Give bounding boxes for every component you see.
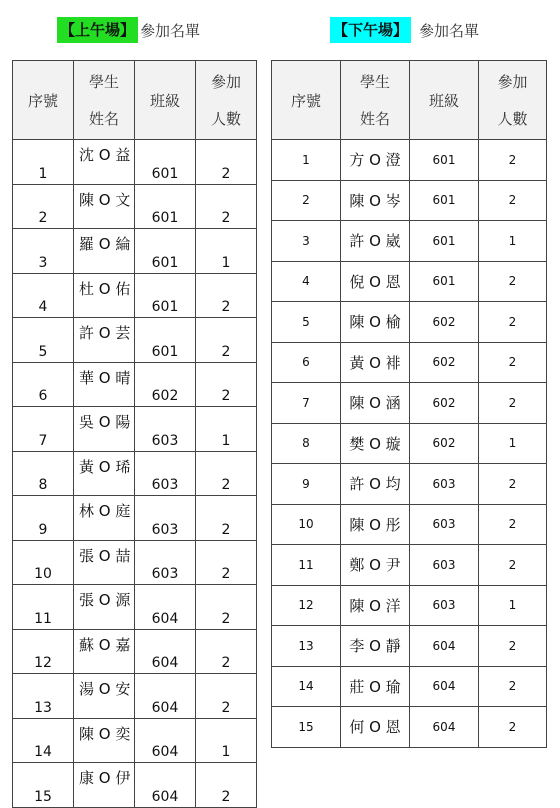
header-count-top: 參加 — [497, 73, 528, 91]
morning-title-label: 參加名單 — [140, 21, 201, 40]
row-seq: 9 — [272, 464, 341, 505]
table-row — [272, 383, 547, 424]
table-row — [272, 423, 547, 464]
table-row — [13, 718, 257, 763]
table-row — [272, 504, 547, 545]
row-seq: 6 — [13, 362, 74, 407]
table-row — [272, 626, 547, 667]
student-name: 鄭 O 尹 — [341, 545, 410, 586]
morning-session-tag: 【上午場】 — [57, 17, 138, 43]
table-row — [272, 180, 547, 221]
row-seq: 13 — [272, 626, 341, 667]
student-name: 黃 O 琋 — [74, 451, 135, 496]
class-number: 604 — [135, 718, 196, 763]
class-number: 601 — [410, 261, 479, 302]
row-seq: 11 — [272, 545, 341, 586]
student-name: 黃 O 裶 — [341, 342, 410, 383]
participant-count: 2 — [479, 626, 547, 667]
participant-count: 1 — [479, 221, 547, 262]
row-seq: 9 — [13, 496, 74, 541]
header-name-bottom: 姓名 — [88, 110, 119, 128]
header-count-bottom: 人數 — [210, 110, 241, 128]
class-number: 602 — [410, 342, 479, 383]
morning-roster-table — [12, 60, 257, 808]
student-name: 沈 O 益 — [74, 140, 135, 185]
participant-count: 1 — [196, 718, 257, 763]
class-number: 601 — [135, 184, 196, 229]
student-name: 莊 O 瑜 — [341, 666, 410, 707]
student-name: 許 O 芸 — [74, 318, 135, 363]
table-row — [13, 763, 257, 808]
header-class: 班級 — [410, 61, 479, 140]
student-name: 羅 O 綸 — [74, 229, 135, 274]
class-number: 601 — [410, 221, 479, 262]
class-number: 602 — [410, 423, 479, 464]
class-number: 601 — [135, 318, 196, 363]
participant-count: 2 — [196, 585, 257, 630]
row-seq: 1 — [13, 140, 74, 185]
table-row — [13, 451, 257, 496]
participant-count: 2 — [196, 184, 257, 229]
participant-count: 1 — [196, 229, 257, 274]
student-name: 許 O 均 — [341, 464, 410, 505]
header-name-top: 學生 — [88, 73, 119, 91]
afternoon-title-label: 參加名單 — [419, 21, 480, 40]
table-row — [272, 302, 547, 343]
class-number: 604 — [135, 585, 196, 630]
participant-count: 2 — [196, 496, 257, 541]
table-row — [272, 666, 547, 707]
class-number: 603 — [135, 540, 196, 585]
class-number: 603 — [410, 585, 479, 626]
row-seq: 7 — [13, 407, 74, 452]
student-name: 何 O 恩 — [341, 707, 410, 748]
participant-count: 1 — [196, 407, 257, 452]
table-row — [272, 140, 547, 181]
student-name: 陳 O 岑 — [341, 180, 410, 221]
table-row — [272, 545, 547, 586]
participant-count: 2 — [479, 383, 547, 424]
participant-count: 2 — [479, 140, 547, 181]
afternoon-title — [330, 17, 479, 43]
student-name: 陳 O 洋 — [341, 585, 410, 626]
header-seq: 序號 — [272, 61, 341, 140]
header-count-top: 參加 — [210, 73, 241, 91]
row-seq: 12 — [272, 585, 341, 626]
participant-count: 2 — [196, 318, 257, 363]
row-seq: 12 — [13, 629, 74, 674]
participant-count: 2 — [479, 464, 547, 505]
table-row — [272, 261, 547, 302]
table-row — [13, 318, 257, 363]
row-seq: 5 — [13, 318, 74, 363]
row-seq: 2 — [272, 180, 341, 221]
participant-count: 2 — [196, 451, 257, 496]
row-seq: 14 — [13, 718, 74, 763]
table-row — [13, 407, 257, 452]
class-number: 603 — [135, 451, 196, 496]
student-name: 許 O 崴 — [341, 221, 410, 262]
class-number: 604 — [410, 626, 479, 667]
row-seq: 11 — [13, 585, 74, 630]
participant-count: 2 — [479, 261, 547, 302]
participant-count: 2 — [479, 302, 547, 343]
header-count — [196, 61, 257, 140]
class-number: 604 — [135, 674, 196, 719]
student-name: 陳 O 涵 — [341, 383, 410, 424]
student-name: 吳 O 陽 — [74, 407, 135, 452]
row-seq: 4 — [272, 261, 341, 302]
table-row — [272, 707, 547, 748]
table-header-row — [272, 61, 547, 140]
participant-count: 2 — [479, 666, 547, 707]
participant-count: 2 — [196, 540, 257, 585]
row-seq: 10 — [272, 504, 341, 545]
class-number: 603 — [410, 504, 479, 545]
table-row — [272, 221, 547, 262]
class-number: 603 — [135, 407, 196, 452]
class-number: 603 — [135, 496, 196, 541]
header-count — [479, 61, 547, 140]
row-seq: 14 — [272, 666, 341, 707]
table-row — [13, 362, 257, 407]
student-name: 陳 O 文 — [74, 184, 135, 229]
student-name: 杜 O 佑 — [74, 273, 135, 318]
participant-count: 2 — [196, 674, 257, 719]
participant-count: 1 — [479, 585, 547, 626]
student-name: 湯 O 安 — [74, 674, 135, 719]
student-name: 陳 O 彤 — [341, 504, 410, 545]
class-number: 604 — [135, 763, 196, 808]
header-count-bottom: 人數 — [497, 110, 528, 128]
participant-count: 2 — [196, 629, 257, 674]
participant-count: 2 — [479, 180, 547, 221]
student-name: 李 O 靜 — [341, 626, 410, 667]
row-seq: 15 — [13, 763, 74, 808]
row-seq: 5 — [272, 302, 341, 343]
class-number: 601 — [410, 140, 479, 181]
participant-count: 2 — [479, 342, 547, 383]
participant-count: 2 — [479, 545, 547, 586]
header-name-bottom: 姓名 — [359, 110, 390, 128]
participant-count: 2 — [196, 140, 257, 185]
table-row — [13, 184, 257, 229]
student-name: 華 O 晴 — [74, 362, 135, 407]
row-seq: 3 — [13, 229, 74, 274]
row-seq: 7 — [272, 383, 341, 424]
student-name: 張 O 源 — [74, 585, 135, 630]
class-number: 602 — [410, 302, 479, 343]
class-number: 603 — [410, 464, 479, 505]
class-number: 603 — [410, 545, 479, 586]
row-seq: 6 — [272, 342, 341, 383]
table-row — [13, 629, 257, 674]
participant-count: 2 — [479, 504, 547, 545]
header-class: 班級 — [135, 61, 196, 140]
table-row — [272, 342, 547, 383]
afternoon-session-tag: 【下午場】 — [330, 17, 411, 43]
class-number: 601 — [135, 140, 196, 185]
row-seq: 15 — [272, 707, 341, 748]
class-number: 604 — [410, 666, 479, 707]
class-number: 604 — [135, 629, 196, 674]
table-row — [272, 585, 547, 626]
participant-count: 2 — [479, 707, 547, 748]
morning-title — [57, 17, 200, 43]
header-seq: 序號 — [13, 61, 74, 140]
table-row — [272, 464, 547, 505]
participant-count: 2 — [196, 273, 257, 318]
student-name: 方 O 澄 — [341, 140, 410, 181]
table-row — [13, 229, 257, 274]
class-number: 602 — [410, 383, 479, 424]
header-name-top: 學生 — [359, 73, 390, 91]
row-seq: 1 — [272, 140, 341, 181]
table-row — [13, 140, 257, 185]
row-seq: 10 — [13, 540, 74, 585]
header-name — [74, 61, 135, 140]
participant-count: 1 — [479, 423, 547, 464]
student-name: 康 O 伊 — [74, 763, 135, 808]
student-name: 蘇 O 嘉 — [74, 629, 135, 674]
student-name: 樊 O 璇 — [341, 423, 410, 464]
afternoon-roster-table — [271, 60, 547, 748]
participant-count: 2 — [196, 362, 257, 407]
student-name: 張 O 喆 — [74, 540, 135, 585]
class-number: 601 — [135, 229, 196, 274]
row-seq: 8 — [272, 423, 341, 464]
student-name: 林 O 庭 — [74, 496, 135, 541]
class-number: 602 — [135, 362, 196, 407]
row-seq: 13 — [13, 674, 74, 719]
class-number: 604 — [410, 707, 479, 748]
class-number: 601 — [410, 180, 479, 221]
student-name: 陳 O 奕 — [74, 718, 135, 763]
row-seq: 2 — [13, 184, 74, 229]
table-header-row — [13, 61, 257, 140]
table-row — [13, 273, 257, 318]
table-row — [13, 496, 257, 541]
participant-count: 2 — [196, 763, 257, 808]
table-row — [13, 585, 257, 630]
table-row — [13, 540, 257, 585]
header-name — [341, 61, 410, 140]
class-number: 601 — [135, 273, 196, 318]
student-name: 倪 O 恩 — [341, 261, 410, 302]
row-seq: 4 — [13, 273, 74, 318]
table-row — [13, 674, 257, 719]
student-name: 陳 O 榆 — [341, 302, 410, 343]
row-seq: 8 — [13, 451, 74, 496]
row-seq: 3 — [272, 221, 341, 262]
